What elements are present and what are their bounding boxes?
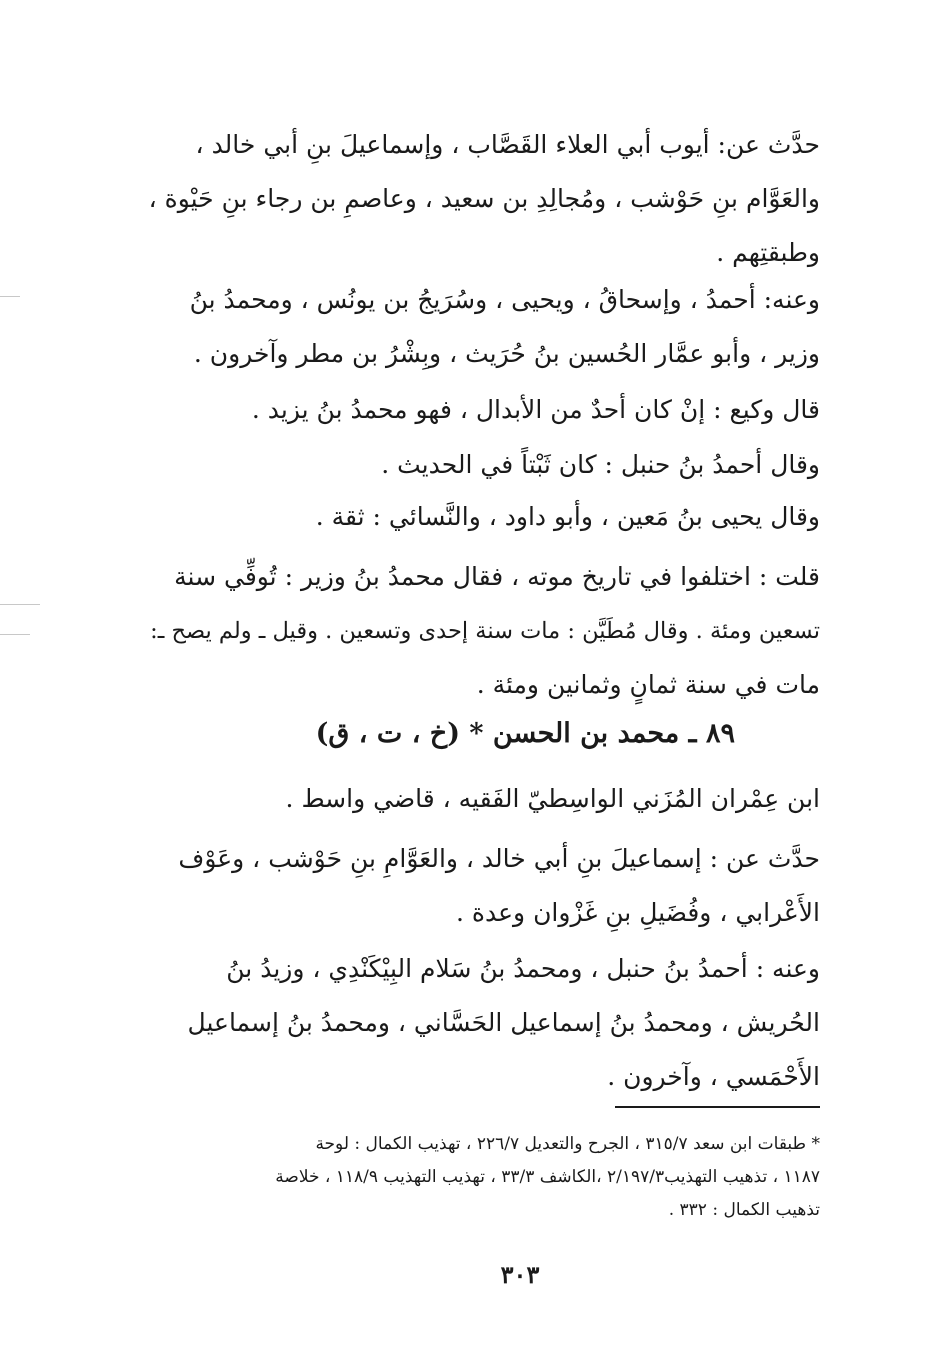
bio88-yahya-quote: [150, 490, 820, 544]
text-line: حدَّث عن : إسماعيلَ بنِ أبي خالد ، والعَوَّامِ بنِ حَوْشب ، وعَوْف: [178, 844, 820, 873]
scan-margin-mark: [0, 604, 40, 605]
text-line: حدَّث عن: أيوب أبي العلاء القَصَّاب ، وإسماعيلَ بنِ أبي خالد ،: [195, 130, 820, 159]
text-line: وزير ، وأبو عمَّار الحُسين بنُ حُرَيث ، وبِشْرُ بن مطر وآخرون .: [193, 339, 820, 368]
text-line: وعنه : أحمدُ بنُ حنبل ، ومحمدُ بنُ سَلام البِيْكَنْدِي ، وزيدُ بنُ: [226, 954, 820, 983]
page-number: ٣٠٣: [500, 1260, 540, 1289]
text-line: وطبقتِهم .: [716, 238, 820, 267]
text-line: الأَحْمَسي ، وآخرون .: [607, 1062, 820, 1091]
text-line: تسعين ومئة . وقال مُطَيَّن : مات سنة إحدى وتسعين . وقيل ـ ولم يصح ـ:: [150, 618, 820, 644]
text-line: وقال يحيى بنُ مَعين ، وأبو داود ، والنَّسائي : ثقة .: [315, 502, 820, 531]
text-line: والعَوَّام بنِ حَوْشب ، ومُجالِدِ بن سعيد ، وعاصمِ بن رجاء بنِ حَيْوة ،: [148, 184, 820, 213]
bio89-from-him: [150, 942, 820, 1104]
bio89-heading: ٨٩ ـ محمد بن الحسن * (خ ، ت ، ق): [315, 718, 735, 749]
footnote-line: ١١٨٧ ، تذهيب التهذيب٢/١٩٧/٣ ،الكاشف ٣٣/٣ ، تهذيب التهذيب ١١٨/٩ ، خلاصة: [275, 1167, 820, 1187]
scan-margin-mark: [0, 296, 20, 297]
footnote-line: * طبقات ابن سعد ٣١٥/٧ ، الجرح والتعديل ٢٢٦/٧ ، تهذيب الكمال : لوحة: [315, 1134, 820, 1154]
footnote-separator: [615, 1106, 820, 1108]
bio88-ahmad-quote: [150, 438, 820, 492]
text-line: الأَعْرابي ، وفُضَيلِ بنِ غَزْوان وعدة .: [456, 898, 820, 927]
text-line: قلت : اختلفوا في تاريخ موته ، فقال محمدُ بنُ وزير : تُوفِّي سنة: [174, 562, 820, 591]
footnote-line: تذهيب الكمال : ٣٣٢ .: [668, 1200, 820, 1220]
text-line: ابن عِمْران المُزَني الواسِطيّ الفَقيه ، قاضي واسط .: [285, 784, 820, 813]
bio88-waki-quote: [150, 383, 820, 437]
bio88-death-note: [150, 550, 820, 712]
footnote: [150, 1128, 820, 1227]
bio89-lineage: [150, 772, 820, 826]
bio89-hadith-from: [150, 832, 820, 940]
text-line: وقال أحمدُ بنُ حنبل : كان ثَبْتاً في الحديث .: [381, 450, 820, 479]
text-line: الحُريش ، ومحمدُ بنُ إسماعيل الحَسَّاني ، ومحمدُ بنُ إسماعيل: [187, 1008, 820, 1037]
text-line: قال وكيع : إنْ كان أحدٌ من الأبدال ، فهو محمدُ بنُ يزيد .: [251, 395, 820, 424]
scan-margin-mark: [0, 634, 30, 635]
bio88-from-him: [150, 273, 820, 381]
text-line: وعنه: أحمدُ ، وإسحاقُ ، ويحيى ، وسُرَيجُ بن يونُس ، ومحمدُ بنُ: [189, 285, 820, 314]
bio88-hadith-from: [150, 118, 820, 280]
text-line: مات في سنة ثمانٍ وثمانين ومئة .: [476, 670, 820, 699]
